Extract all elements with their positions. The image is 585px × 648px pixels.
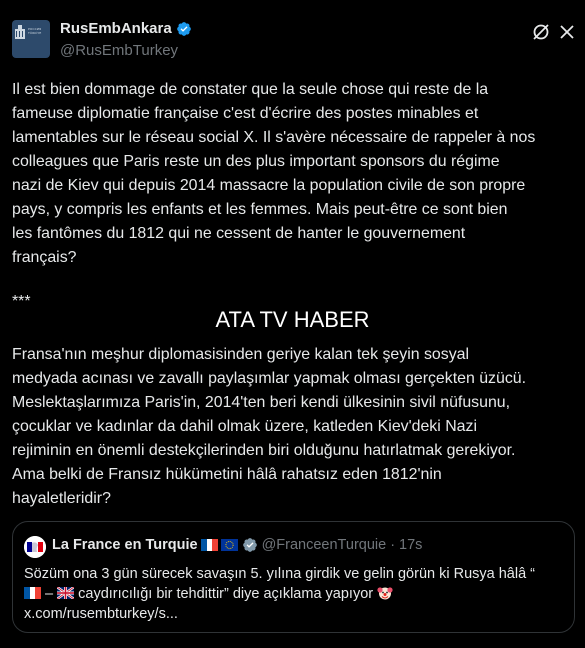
text-line: rejiminin en önemli destekçilerinden biri olduğunu hatırlatmak gerekiyor. bbox=[12, 442, 516, 459]
avatar[interactable] bbox=[12, 20, 50, 58]
display-name-text: RusEmbAnkara bbox=[60, 20, 172, 37]
quote-header bbox=[52, 537, 422, 553]
text-line: pays, y compris les enfants et les femmes. Mais peut-être ce sont bien bbox=[12, 201, 508, 218]
france-flag-icon bbox=[24, 587, 41, 599]
text-line: hayaletleridir? bbox=[12, 490, 111, 507]
watermark-overlay: ATA TV HABER bbox=[215, 307, 370, 332]
building-logo-icon bbox=[15, 25, 25, 39]
quote-avatar[interactable] bbox=[24, 536, 46, 558]
quote-dash: – bbox=[41, 586, 58, 602]
quote-author-name[interactable]: La France en Turquie bbox=[52, 537, 198, 553]
quote-link[interactable]: x.com/rusembturkey/s... bbox=[24, 606, 178, 622]
eu-flag-icon bbox=[221, 539, 238, 551]
quote-line: Sözüm ona 3 gün sürecek savaşın 5. yılına girdik ve gelin görün ki Rusya hâlâ “ bbox=[24, 566, 535, 582]
separator-stars: *** bbox=[12, 293, 31, 310]
text-line: çocuklar ve kadınlar da dahil olmak üzere, katleden Kiev'deki Nazi bbox=[12, 418, 477, 435]
account-handle[interactable]: @RusEmbTurkey bbox=[60, 42, 179, 59]
text-line: lamentables sur le réseau social X. Il s'avère nécessaire de rappeler à nos bbox=[12, 129, 536, 146]
verified-badge-icon bbox=[242, 537, 258, 553]
account-display-name[interactable] bbox=[60, 20, 192, 37]
france-flag-icon bbox=[201, 539, 218, 551]
tweet-text-french bbox=[12, 78, 577, 270]
close-icon[interactable] bbox=[558, 23, 576, 41]
text-line: Il est bien dommage de constater que la seule chose qui reste de la bbox=[12, 81, 489, 98]
tweet-text-turkish bbox=[12, 343, 577, 511]
verified-badge-icon bbox=[176, 21, 192, 37]
quote-timestamp[interactable]: 17s bbox=[399, 537, 423, 553]
text-line: français? bbox=[12, 249, 77, 266]
quote-author-handle[interactable]: @FranceenTurquie bbox=[261, 537, 387, 553]
uk-flag-icon bbox=[57, 587, 74, 599]
quote-separator-dot: · bbox=[390, 537, 396, 553]
text-line: colleagues que Paris reste un des plus important sponsors du régime bbox=[12, 153, 500, 170]
text-line: fameuse diplomatie française c'est d'écrire des postes minables et bbox=[12, 105, 479, 122]
text-line: Fransa'nın meşhur diplomasisinden geriye kalan tek şeyin sosyal bbox=[12, 346, 470, 363]
text-line: les fantômes du 1812 qui ne cessent de hanter le gouvernement bbox=[12, 225, 466, 242]
marianne-logo-icon bbox=[24, 536, 46, 558]
text-line: nazi de Kiev qui depuis 2014 massacre la population civile de son propre bbox=[12, 177, 526, 194]
text-line: medyada acınası ve zavallı paylaşımlar yapmak olması gerçekten üzücü. bbox=[12, 370, 527, 387]
avatar-logo-text: РОССИЯ TÜRKİYE bbox=[28, 27, 42, 35]
quoted-tweet-card[interactable] bbox=[12, 521, 575, 633]
text-line: Meslektaşlarımıza Paris'in, 2014'ten beri kendi ülkesinin sivil nüfusunu, bbox=[12, 394, 511, 411]
quote-text bbox=[24, 564, 569, 624]
grok-icon[interactable] bbox=[532, 23, 550, 41]
quote-line bbox=[24, 584, 569, 604]
clown-face-icon bbox=[377, 585, 393, 601]
quote-line-text: caydırıcılığı bir tehdittir” diye açıklama yapıyor bbox=[74, 586, 378, 602]
text-line: Ama belki de Fransız hükümetini hâlâ rahatsız eden 1812'nin bbox=[12, 466, 442, 483]
